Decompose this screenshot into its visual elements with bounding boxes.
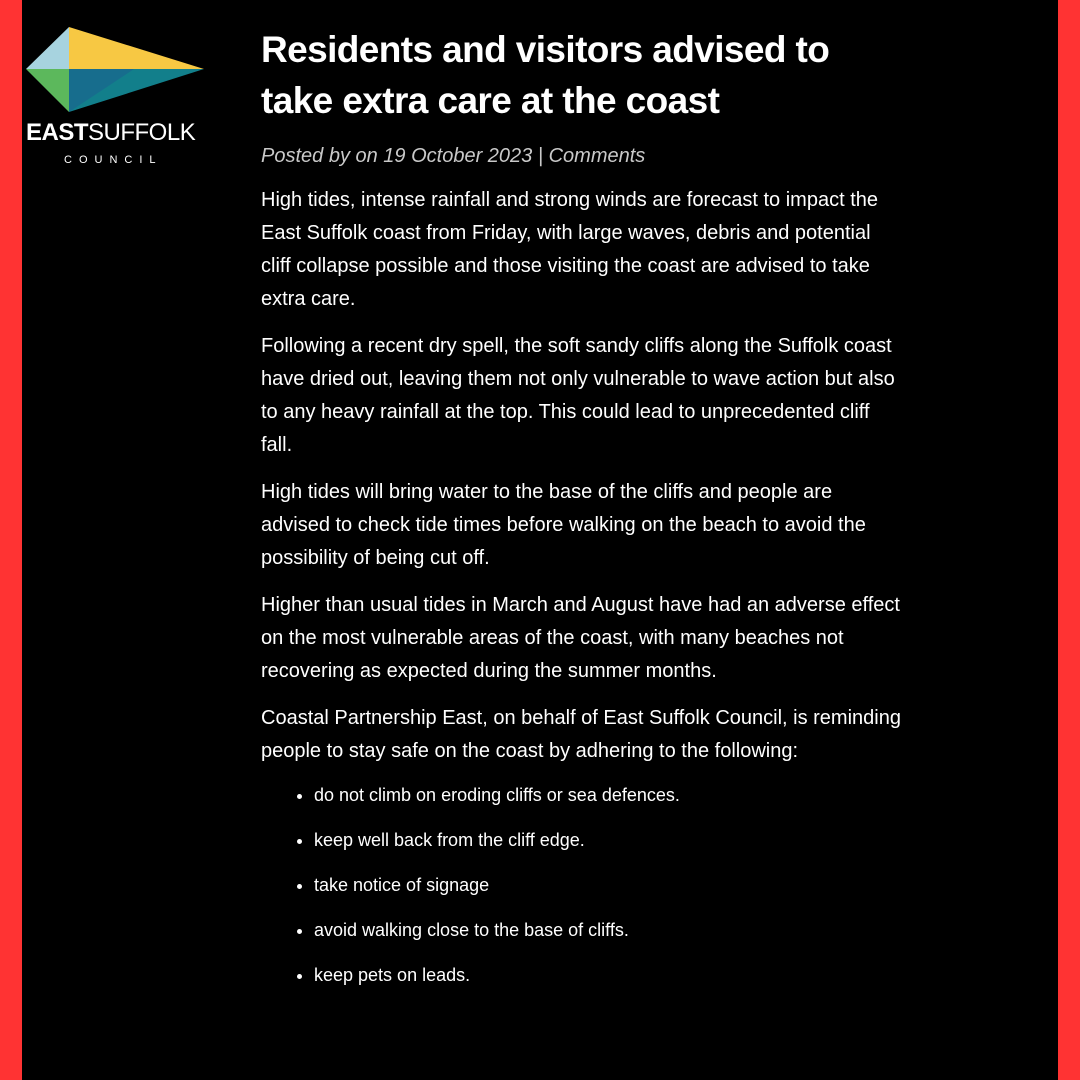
logo-name-bold: EAST [26, 119, 89, 146]
safety-advice-list [261, 782, 901, 988]
list-item: • do not climb on eroding cliffs or sea defences. [314, 782, 901, 808]
list-item: • avoid walking close to the base of cliffs. [314, 917, 901, 943]
article-paragraph: High tides, intense rainfall and strong winds are forecast to impact the East Suffolk coast from Friday, with large waves, debris and potential cliff collapse possible and those visiting the coast are advised to take extra care. [261, 189, 878, 310]
article-panel [22, 0, 1058, 1080]
east-suffolk-council-logo[interactable] [24, 26, 204, 166]
list-item: • take notice of signage [314, 872, 901, 898]
article-meta: Posted by on 19 October 2023 | Comments [261, 145, 646, 167]
article-title: Residents and visitors advised to take extra care at the coast [261, 29, 830, 121]
article-paragraph: Following a recent dry spell, the soft sandy cliffs along the Suffolk coast have dried out, leaving them not only vulnerable to wave action but also to any heavy rainfall at the top. This could lead to unprecedented cliff fall. [261, 335, 895, 456]
logo-diamond-icon [24, 26, 204, 116]
article-paragraph: High tides will bring water to the base of the cliffs and people are advised to check tide times before walking on the beach to avoid the possibility of being cut off. [261, 481, 866, 569]
logo-name-regular: SUFFOLK [88, 119, 196, 146]
list-item: • keep well back from the cliff edge. [314, 827, 901, 853]
article [261, 24, 901, 1007]
list-item: • keep pets on leads. [314, 962, 901, 988]
article-paragraph: Higher than usual tides in March and August have had an adverse effect on the most vulnerable areas of the coast, with many beaches not recovering as expected during the summer months. [261, 594, 900, 682]
logo-subtitle: COUNCIL [64, 154, 163, 166]
article-paragraph: Coastal Partnership East, on behalf of East Suffolk Council, is reminding people to stay safe on the coast by adhering to the following: [261, 707, 901, 762]
logo-wordmark [26, 119, 195, 147]
